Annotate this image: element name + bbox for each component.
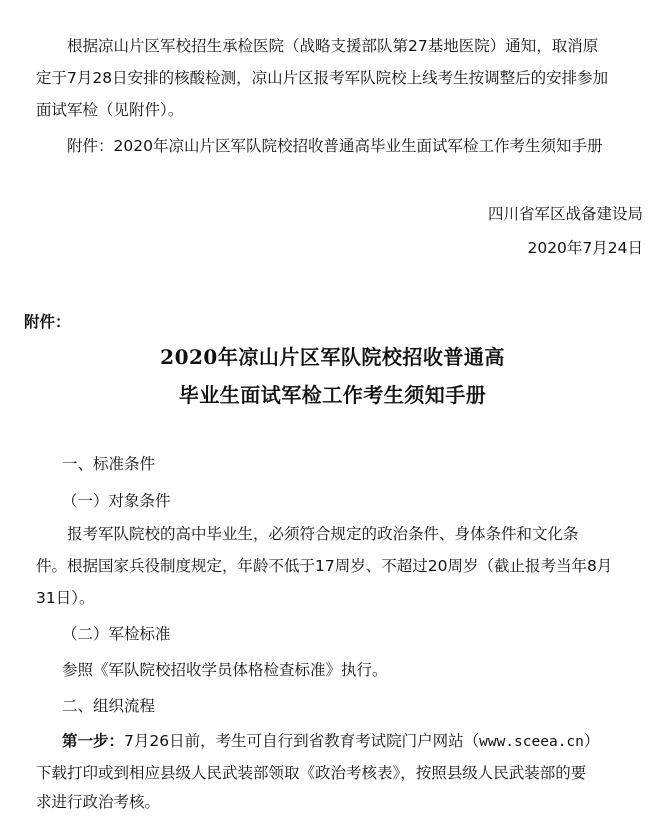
section-heading-process: 二、组织流程 (62, 697, 156, 715)
website-link[interactable]: www.sceea.cn (479, 734, 584, 750)
medical-standard-text: 参照《军队院校招收学员体格检查标准》执行。 (62, 661, 388, 679)
attachment-label: 附件： (24, 313, 71, 331)
eligibility-line3: 31日）。 (36, 589, 95, 607)
step1-line3: 求进行政治考核。 (36, 793, 161, 811)
step1-line2: 下载打印或到相应县级人民武装部领取《政治考核表》，按照县级人民武装部的要 (36, 764, 587, 782)
step1-label: 第一步： (62, 732, 125, 750)
subsection-heading-eligibility: （一）对象条件 (62, 492, 171, 510)
subsection-heading-medical-standard: （二）军检标准 (62, 625, 171, 643)
eligibility-line1: 报考军队院校的高中毕业生，必须符合规定的政治条件、身体条件和文化条 (67, 525, 579, 543)
attachment-title-line1: 2020年凉山片区军队院校招收普通高 (160, 345, 505, 369)
issuer-signature: 四川省军区战备建设局 (487, 205, 643, 223)
issue-date: 2020年7月24日 (527, 239, 643, 257)
attachment-reference: 附件：2020年凉山片区军队院校招收普通高毕业生面试军检工作考生须知手册 (67, 137, 603, 155)
eligibility-line2: 件。根据国家兵役制度规定，年龄不低于17周岁、不超过20周岁（截止报考当年8月 (36, 557, 613, 575)
notice-paragraph-line1: 根据凉山片区军校招生承检医院（战略支援部队第27基地医院）通知，取消原 (67, 37, 599, 55)
attachment-title-line2: 毕业生面试军检工作考生须知手册 (178, 383, 487, 407)
notice-paragraph-line3: 面试军检（见附件）。 (36, 101, 184, 119)
section-heading-standard-conditions: 一、标准条件 (62, 455, 156, 473)
step1-line1: 第一步：7月26日前，考生可自行到省教育考试院门户网站（www.sceea.cn） (62, 732, 600, 750)
notice-paragraph-line2: 定于7月28日安排的核酸检测，凉山片区报考军队院校上线考生按调整后的安排参加 (36, 69, 609, 87)
